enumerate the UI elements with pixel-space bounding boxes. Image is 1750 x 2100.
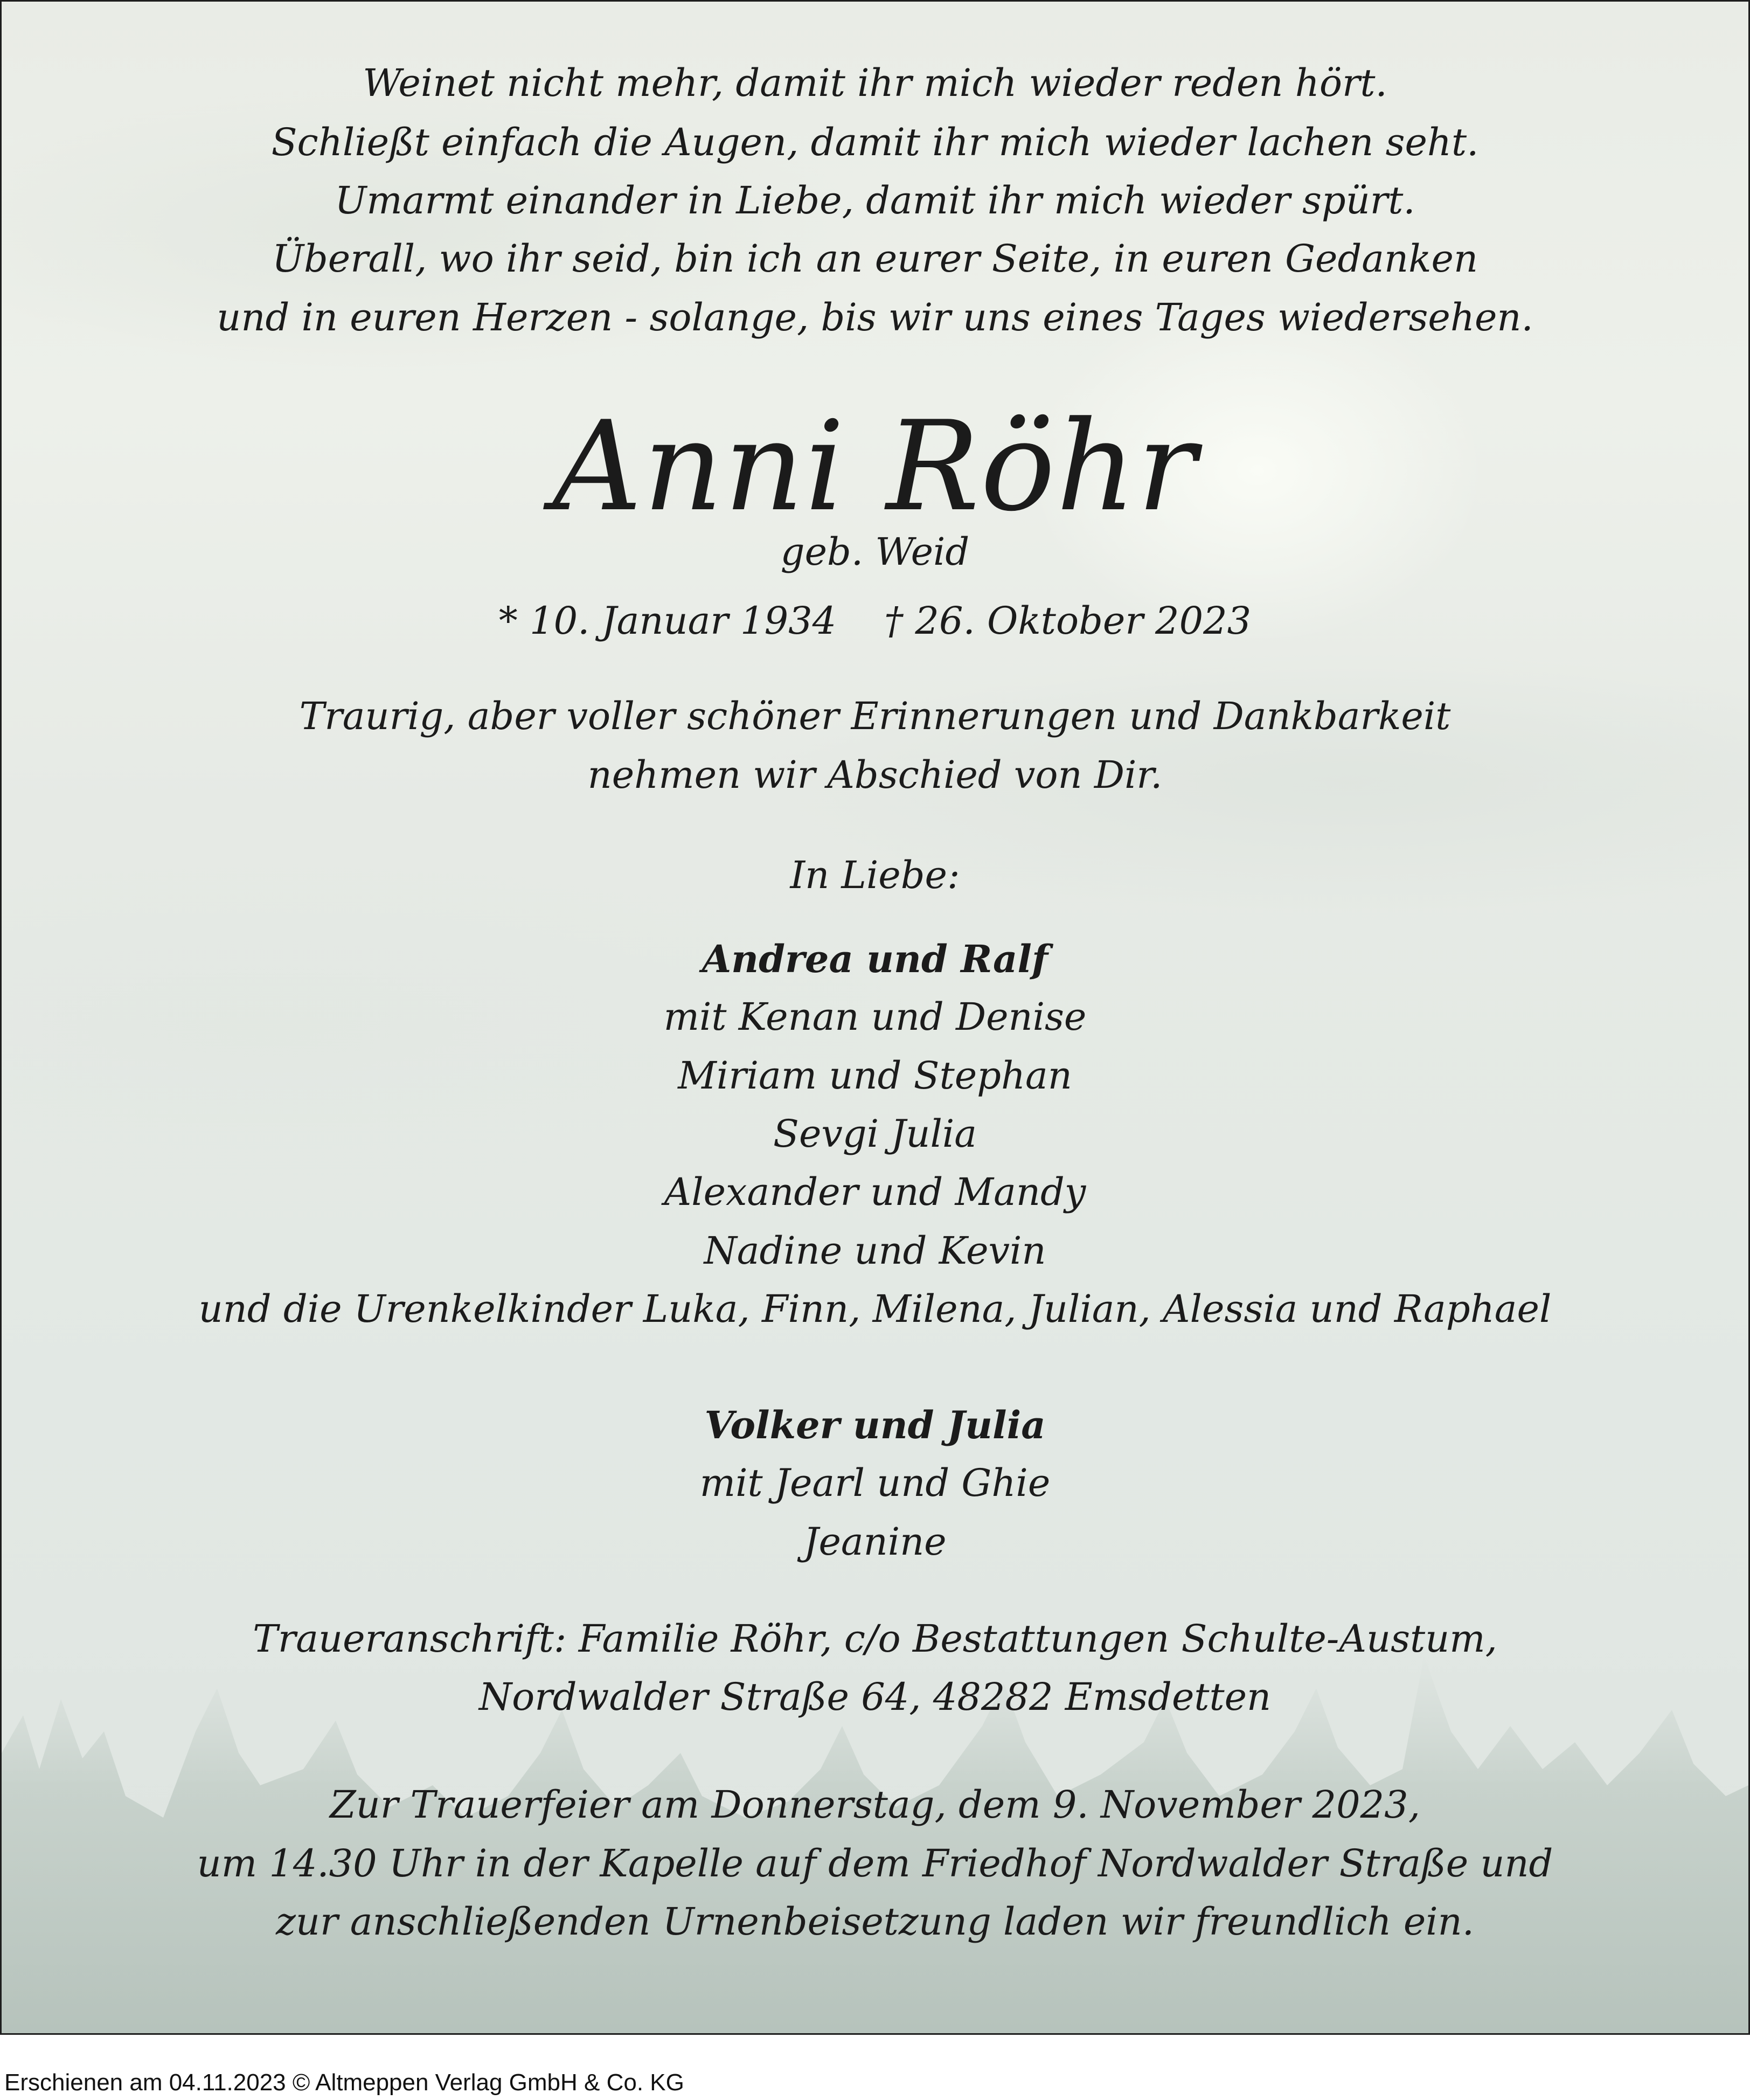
- poem-line-3: Umarmt einander in Liebe, damit ihr mich wieder spürt.: [335, 178, 1415, 223]
- family-1-head: Andrea und Ralf: [702, 937, 1048, 981]
- life-dates: * 10. Januar 1934 † 26. Oktober 2023: [498, 599, 1252, 643]
- family-1-member: Miriam und Stephan: [678, 1054, 1072, 1098]
- family-1-member: mit Kenan und Denise: [663, 995, 1087, 1039]
- birth-name: geb. Weid: [780, 530, 970, 574]
- family-2-head: Volker und Julia: [704, 1403, 1046, 1447]
- poem-line-4: Überall, wo ihr seid, bin ich an eurer Seite, in euren Gedanken: [272, 237, 1478, 281]
- family-2-member: Jeanine: [803, 1520, 947, 1564]
- family-1-member: Sevgi Julia: [773, 1112, 977, 1156]
- family-1-member: Alexander und Mandy: [664, 1170, 1086, 1214]
- family-1-member: und die Urenkelkinder Luka, Finn, Milena, Julian, Alessia und Raphael: [198, 1287, 1552, 1331]
- address-line-1: Traueranschrift: Familie Röhr, c/o Bestattungen Schulte-Austum,: [253, 1617, 1497, 1661]
- ceremony-line-1: Zur Trauerfeier am Donnerstag, dem 9. November 2023,: [330, 1783, 1420, 1827]
- family-2-member: mit Jearl und Ghie: [699, 1461, 1051, 1505]
- poem-line-1: Weinet nicht mehr, damit ihr mich wieder reden hört.: [363, 61, 1387, 105]
- poem-line-2: Schließt einfach die Augen, damit ihr mich wieder lachen seht.: [271, 120, 1479, 164]
- poem-line-5: und in euren Herzen - solange, bis wir uns eines Tages wiedersehen.: [217, 295, 1533, 339]
- farewell-line-2: nehmen wir Abschied von Dir.: [587, 753, 1163, 797]
- address-line-2: Nordwalder Straße 64, 48282 Emsdetten: [478, 1675, 1272, 1719]
- notice-content: [2, 2, 1748, 2033]
- farewell-line-1: Traurig, aber voller schöner Erinnerungen und Dankbarkeit: [299, 694, 1451, 738]
- in-love-label: In Liebe:: [790, 853, 960, 897]
- family-1-member: Nadine und Kevin: [704, 1229, 1046, 1273]
- deceased-name: Anni Röhr: [552, 395, 1198, 539]
- publication-footer: Erschienen am 04.11.2023 © Altmeppen Verlag GmbH & Co. KG: [4, 2069, 684, 2096]
- ceremony-line-2: um 14.30 Uhr in der Kapelle auf dem Friedhof Nordwalder Straße und: [197, 1841, 1553, 1886]
- ceremony-line-3: zur anschließenden Urnenbeisetzung laden wir freundlich ein.: [276, 1900, 1474, 1944]
